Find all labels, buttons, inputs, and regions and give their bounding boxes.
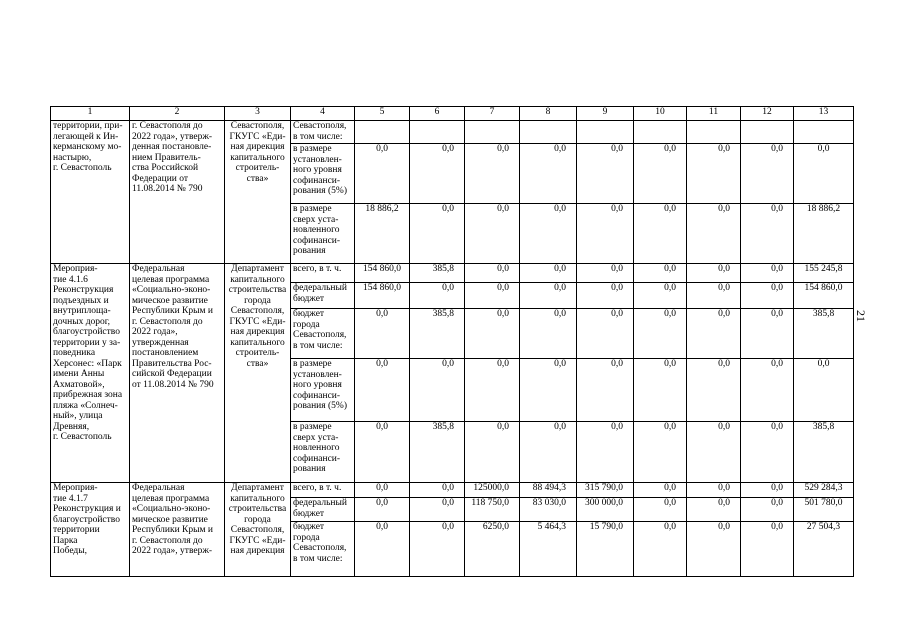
value-cell: 0,0	[410, 144, 465, 204]
measure-name-line: тие 4.1.6	[53, 274, 88, 285]
value-cell	[410, 121, 465, 144]
funding-source-line: города	[293, 319, 320, 330]
value-cell: 0,0	[355, 522, 410, 577]
funding-source-line: сверх уста-	[293, 432, 339, 443]
funding-source-line: Севастополя,	[293, 330, 347, 340]
funding-source-line: софинанси-	[293, 235, 341, 246]
value-cell: 0,0	[520, 204, 577, 264]
program-line: г. Севастополя до	[132, 121, 203, 131]
funding-source-line: софинанси-	[293, 390, 341, 401]
measure-name-line: Ахматовой»,	[53, 379, 105, 390]
value-cell: 385,8	[410, 422, 465, 483]
value-cell: 0,0	[520, 359, 577, 422]
funding-source-line: бюджет	[293, 309, 325, 319]
program-line: г. Севастополя до	[132, 316, 203, 327]
value-cell: 385,8	[410, 309, 465, 359]
executor-line: Департамент	[231, 483, 284, 493]
value-cell: 155 245,8	[794, 264, 854, 283]
funding-source-cell	[291, 264, 355, 283]
measure-name-line: прибрежная зона	[53, 390, 123, 400]
program-line: «Социально-эконо-	[132, 285, 211, 295]
measure-name-line: имени Анны	[53, 369, 105, 379]
value-cell: 0,0	[520, 264, 577, 283]
program-line: Федеральная	[132, 483, 185, 493]
program-line: Республики Крым и	[132, 525, 213, 535]
value-cell: 0,0	[687, 498, 741, 522]
value-cell: 0,0	[687, 144, 741, 204]
value-cell: 0,0	[465, 422, 520, 483]
value-cell: 385,8	[410, 264, 465, 283]
header-cell: 9	[577, 107, 634, 121]
value-cell: 0,0	[465, 283, 520, 309]
funding-source-line: установлен-	[293, 154, 342, 165]
header-cell: 4	[291, 107, 355, 121]
value-cell: 88 494,3	[520, 483, 577, 498]
value-cell: 0,0	[577, 422, 634, 483]
program-line: Республики Крым и	[132, 306, 213, 316]
program-line: 2022 года», утверж-	[132, 131, 213, 142]
value-cell: 0,0	[687, 359, 741, 422]
value-cell: 0,0	[355, 422, 410, 483]
value-cell	[355, 121, 410, 144]
executor-line: капитального	[230, 493, 285, 504]
program-line: целевая программа	[132, 274, 210, 285]
funding-source-line: бюджет	[293, 293, 325, 304]
executor-line: города	[244, 514, 271, 525]
executor-line: Севастополя,	[230, 525, 285, 535]
value-cell: 154 860,0	[355, 283, 410, 309]
value-cell: 0,0	[465, 144, 520, 204]
executor-line: Севастополя,	[230, 306, 285, 316]
funding-source-line: бюджет	[293, 522, 325, 532]
value-cell: 0,0	[577, 359, 634, 422]
value-cell: 0,0	[741, 522, 794, 577]
value-cell	[741, 121, 794, 144]
value-cell: 0,0	[355, 483, 410, 498]
program-cell	[130, 121, 225, 264]
program-cell	[130, 483, 225, 577]
measure-name-line: ный», улица	[53, 411, 103, 421]
value-cell: 0,0	[741, 204, 794, 264]
funding-source-line: всего, в т. ч.	[293, 483, 342, 493]
value-cell: 0,0	[410, 498, 465, 522]
executor-line: ГКУГС «Еди-	[229, 535, 286, 546]
header-cell: 7	[465, 107, 520, 121]
value-cell: 0,0	[741, 498, 794, 522]
table-row	[51, 264, 854, 283]
program-line: Правительства Рос-	[132, 358, 212, 369]
measure-name-line: Херсонес: «Парк	[53, 358, 122, 369]
value-cell: 0,0	[520, 422, 577, 483]
value-cell: 0,0	[741, 359, 794, 422]
funding-source-cell	[291, 483, 355, 498]
value-cell: 15 790,0	[577, 522, 634, 577]
executor-line: ства»	[246, 358, 269, 369]
executor-line: Департамент	[231, 264, 284, 274]
header-cell: 8	[520, 107, 577, 121]
value-cell: 0,0	[577, 309, 634, 359]
funding-source-cell	[291, 204, 355, 264]
measure-name-line: настырю,	[53, 152, 92, 163]
value-cell: 0,0	[410, 483, 465, 498]
measure-name-cell	[51, 483, 130, 577]
value-cell: 0,0	[520, 283, 577, 309]
funding-source-line: города	[293, 532, 320, 543]
funding-source-line: Севастополя,	[293, 543, 347, 553]
executor-line: строитель-	[235, 348, 280, 358]
executor-line: строитель-	[235, 163, 280, 173]
program-line: «Социально-эконо-	[132, 504, 211, 514]
value-cell: 83 030,0	[520, 498, 577, 522]
value-cell: 0,0	[634, 498, 687, 522]
value-cell: 0,0	[634, 264, 687, 283]
value-cell	[520, 121, 577, 144]
value-cell: 0,0	[410, 522, 465, 577]
funding-source-line: в размере	[293, 144, 332, 154]
value-cell	[465, 121, 520, 144]
program-line: 2022 года», утверж-	[132, 546, 213, 556]
funding-source-line: софинанси-	[293, 175, 341, 186]
measure-name-line: Мероприя-	[53, 483, 98, 493]
header-cell: 10	[634, 107, 687, 121]
value-cell: 300 000,0	[577, 498, 634, 522]
funding-source-cell	[291, 422, 355, 483]
page-number: 21	[854, 310, 868, 322]
value-cell: 0,0	[410, 283, 465, 309]
value-cell: 0,0	[687, 422, 741, 483]
measure-name-line: Мероприя-	[53, 264, 98, 274]
executor-line: ГКУГС «Еди-	[229, 316, 286, 327]
executor-line: ная дирекция	[230, 142, 285, 152]
program-line: Федерации от	[132, 173, 189, 184]
header-cell: 6	[410, 107, 465, 121]
funding-source-line: в размере	[293, 359, 332, 369]
value-cell: 125000,0	[465, 483, 520, 498]
value-cell: 501 780,0	[794, 498, 854, 522]
executor-line: города	[244, 295, 271, 306]
program-line: мическое развитие	[132, 295, 208, 306]
value-cell: 0,0	[741, 283, 794, 309]
funding-source-line: в том числе:	[293, 131, 343, 142]
value-cell: 0,0	[355, 144, 410, 204]
value-cell: 0,0	[687, 204, 741, 264]
program-line: 2022 года»,	[132, 327, 178, 337]
value-cell: 0,0	[577, 144, 634, 204]
executor-line: ства»	[246, 173, 269, 184]
value-cell: 0,0	[687, 309, 741, 359]
measure-name-cell	[51, 121, 130, 264]
value-cell: 0,0	[577, 204, 634, 264]
program-line: от 11.08.2014 № 790	[132, 379, 214, 390]
value-cell	[577, 121, 634, 144]
value-cell	[687, 121, 741, 144]
value-cell	[634, 121, 687, 144]
value-cell: 0,0	[465, 309, 520, 359]
value-cell: 0,0	[794, 144, 854, 204]
header-cell: 13	[794, 107, 854, 121]
funding-source-line: в том числе:	[293, 340, 343, 351]
value-cell: 0,0	[687, 483, 741, 498]
measure-name-line: подъездных и	[53, 295, 109, 306]
value-cell: 0,0	[465, 264, 520, 283]
funding-source-line: сверх уста-	[293, 214, 339, 225]
funding-source-line: рования (5%)	[293, 186, 347, 196]
value-cell: 0,0	[687, 264, 741, 283]
program-line: утвержденная	[132, 337, 189, 348]
value-cell: 0,0	[520, 309, 577, 359]
funding-source-line: в размере	[293, 204, 332, 214]
funding-source-cell	[291, 522, 355, 577]
funding-source-cell	[291, 498, 355, 522]
funding-source-cell	[291, 283, 355, 309]
funding-source-line: установлен-	[293, 369, 342, 380]
value-cell: 0,0	[577, 264, 634, 283]
funding-source-cell	[291, 144, 355, 204]
value-cell: 18 886,2	[794, 204, 854, 264]
funding-source-cell	[291, 121, 355, 144]
value-cell: 6250,0	[465, 522, 520, 577]
header-cell: 3	[225, 107, 291, 121]
header-cell: 2	[130, 107, 225, 121]
value-cell: 0,0	[741, 144, 794, 204]
program-line: 11.08.2014 № 790	[132, 184, 203, 194]
value-cell: 27 504,3	[794, 522, 854, 577]
funding-source-line: федеральный	[293, 498, 347, 508]
value-cell: 0,0	[465, 204, 520, 264]
value-cell: 0,0	[355, 309, 410, 359]
value-cell: 0,0	[741, 483, 794, 498]
header-cell: 5	[355, 107, 410, 121]
value-cell: 0,0	[520, 144, 577, 204]
funding-source-line: Севастополя,	[293, 121, 347, 131]
measure-name-line: Парка	[53, 535, 78, 546]
measure-name-line: благоустройство	[53, 327, 120, 337]
value-cell: 0,0	[634, 283, 687, 309]
measure-name-line: дочных дорог,	[53, 316, 110, 327]
table-row	[51, 483, 854, 498]
measure-name-line: пляжа «Солнеч-	[53, 400, 118, 411]
value-cell: 385,8	[794, 309, 854, 359]
value-cell: 5 464,3	[520, 522, 577, 577]
header-row	[51, 107, 854, 121]
funding-source-line: в том числе:	[293, 553, 343, 564]
value-cell: 0,0	[634, 522, 687, 577]
header-cell: 11	[687, 107, 741, 121]
program-line: Федеральная	[132, 264, 185, 274]
program-line: сийской Федерации	[132, 369, 212, 379]
program-line: нием Правитель-	[132, 152, 201, 163]
value-cell: 0,0	[634, 359, 687, 422]
value-cell: 118 750,0	[465, 498, 520, 522]
value-cell: 0,0	[687, 283, 741, 309]
funding-source-line: рования	[293, 246, 326, 256]
value-cell: 0,0	[687, 522, 741, 577]
executor-line: ГКУГС «Еди-	[229, 131, 286, 142]
executor-cell	[225, 121, 291, 264]
funding-source-cell	[291, 359, 355, 422]
funding-source-line: всего, в т. ч.	[293, 264, 342, 274]
value-cell: 0,0	[741, 422, 794, 483]
value-cell: 385,8	[794, 422, 854, 483]
program-line: денная постановле-	[132, 142, 212, 152]
measure-name-line: Реконструкция и	[53, 504, 121, 514]
measure-name-line: территории, при-	[53, 121, 123, 131]
value-cell: 0,0	[634, 144, 687, 204]
measure-name-line: поведника	[53, 348, 96, 358]
budget-table	[50, 106, 854, 577]
header-cell: 1	[51, 107, 130, 121]
executor-line: Севастополя,	[230, 121, 285, 131]
header-cell: 12	[741, 107, 794, 121]
measure-name-cell	[51, 264, 130, 483]
program-line: мическое развитие	[132, 514, 208, 525]
value-cell: 0,0	[741, 309, 794, 359]
measure-name-line: г. Севастополь	[53, 432, 112, 442]
measure-name-line: внутриплоща-	[53, 306, 111, 316]
measure-name-line: легающей к Ин-	[53, 131, 119, 142]
funding-source-line: ного уровня	[293, 380, 342, 390]
value-cell: 0,0	[355, 498, 410, 522]
measure-name-line: тие 4.1.7	[53, 493, 88, 504]
measure-name-line: Реконструкция	[53, 285, 114, 295]
value-cell: 529 284,3	[794, 483, 854, 498]
executor-line: капитального	[230, 152, 285, 163]
executor-cell	[225, 483, 291, 577]
program-line: г. Севастополя до	[132, 535, 203, 546]
value-cell: 0,0	[634, 309, 687, 359]
program-line: постановлением	[132, 348, 199, 358]
funding-source-line: федеральный	[293, 283, 347, 293]
value-cell: 0,0	[577, 283, 634, 309]
value-cell: 0,0	[634, 483, 687, 498]
executor-line: ная дирекция	[230, 327, 285, 337]
funding-source-cell	[291, 309, 355, 359]
value-cell: 18 886,2	[355, 204, 410, 264]
executor-cell	[225, 264, 291, 483]
executor-line: строительства	[228, 285, 287, 295]
value-cell: 0,0	[634, 422, 687, 483]
executor-line: капитального	[230, 337, 285, 348]
measure-name-line: г. Севастополь	[53, 163, 112, 173]
measure-name-line: Победы,	[53, 546, 88, 556]
value-cell: 154 860,0	[355, 264, 410, 283]
value-cell: 0,0	[634, 204, 687, 264]
measure-name-line: керманскому мо-	[53, 142, 122, 152]
funding-source-line: софинанси-	[293, 453, 341, 464]
program-cell	[130, 264, 225, 483]
value-cell: 0,0	[355, 359, 410, 422]
funding-source-line: ного уровня	[293, 165, 342, 175]
value-cell: 0,0	[741, 264, 794, 283]
measure-name-line: Древняя,	[53, 421, 90, 432]
funding-source-line: рования (5%)	[293, 401, 347, 411]
measure-name-line: территории у за-	[53, 337, 121, 348]
measure-name-line: благоустройство	[53, 514, 120, 525]
value-cell: 154 860,0	[794, 283, 854, 309]
funding-source-line: новленного	[293, 225, 340, 235]
executor-line: капитального	[230, 274, 285, 285]
funding-source-line: новленного	[293, 443, 340, 453]
table-row	[51, 121, 854, 144]
value-cell: 0,0	[465, 359, 520, 422]
funding-source-line: рования	[293, 464, 326, 474]
value-cell	[794, 121, 854, 144]
measure-name-line: территории	[53, 525, 100, 535]
funding-source-line: бюджет	[293, 508, 325, 519]
value-cell: 0,0	[410, 359, 465, 422]
executor-line: строительства	[228, 504, 287, 514]
program-line: целевая программа	[132, 493, 210, 504]
value-cell: 315 790,0	[577, 483, 634, 498]
funding-source-line: в размере	[293, 422, 332, 432]
value-cell: 0,0	[794, 359, 854, 422]
value-cell: 0,0	[410, 204, 465, 264]
program-line: ства Российской	[132, 163, 199, 173]
executor-line: ная дирекция	[230, 546, 285, 556]
